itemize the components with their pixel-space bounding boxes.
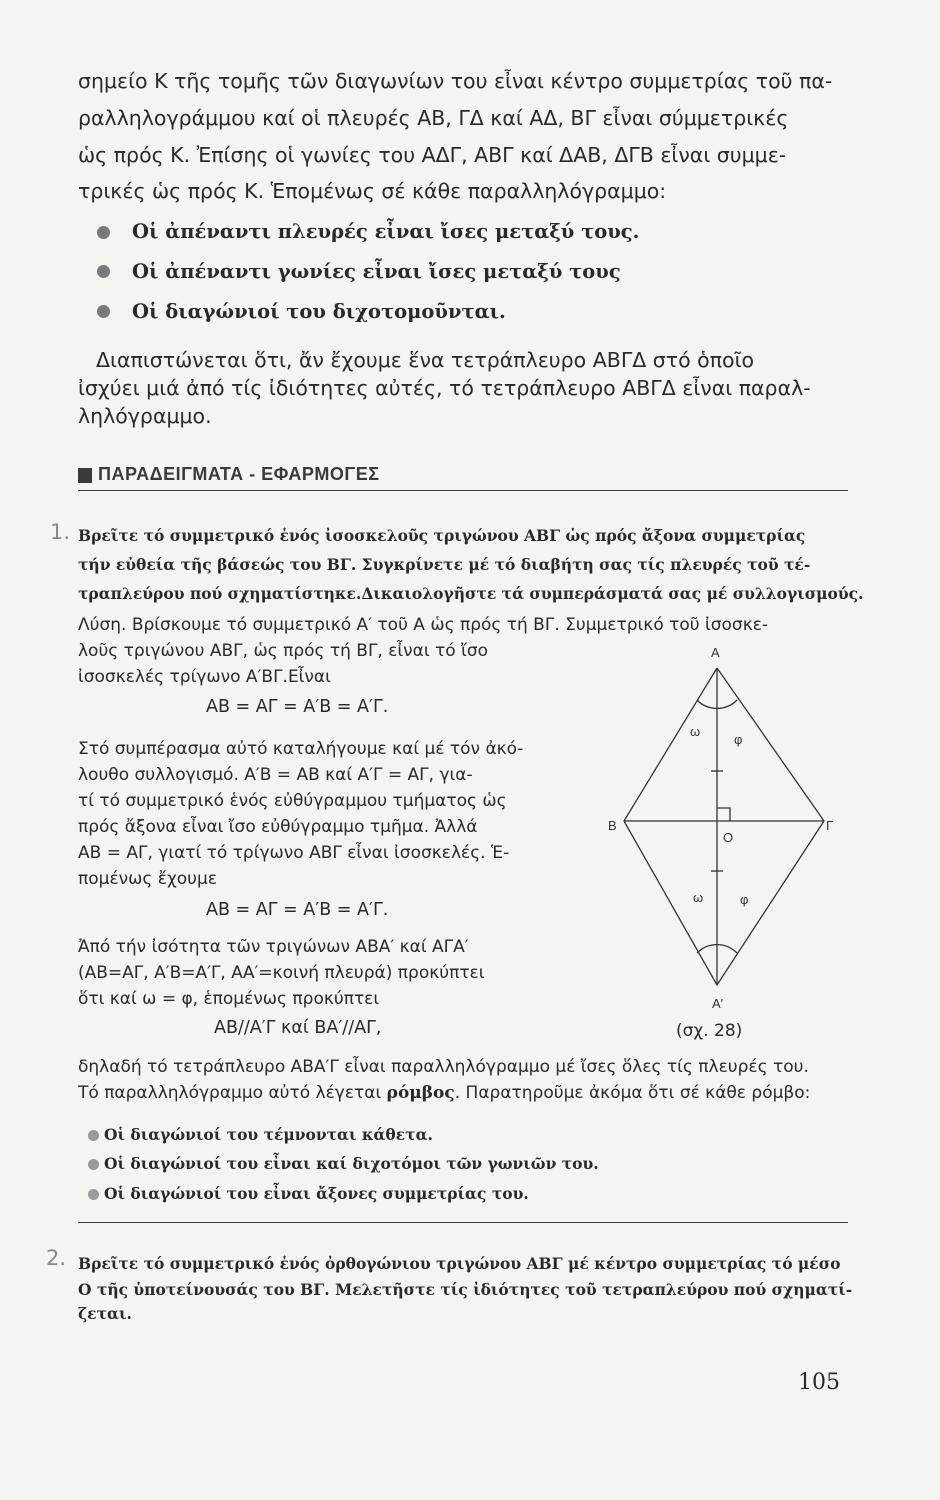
solution-line-3: ἰσοσκελές τρίγωνο Α′ΒΓ.Εἶναι: [78, 667, 331, 687]
conclusion-suffix: . Παρατηροῦμε ἀκόμα ὅτι σέ κάθε ρόμβο:: [454, 1083, 811, 1103]
label-A: Α: [711, 645, 720, 660]
reasoning-line-3: τί τό συμμετρικό ἑνός εὐθύγραμμου τμήματος ὡς: [78, 791, 507, 811]
bullet-icon: [97, 226, 110, 239]
example2-task-line-3: ζεται.: [78, 1304, 132, 1323]
label-A-prime: Α′: [712, 996, 724, 1011]
reasoning-line-2: λουθο συλλογισμό. Α′Β = ΑΒ καί Α′Γ = ΑΓ, για-: [78, 765, 473, 785]
conclusion-prefix: Τό παραλληλόγραμμο αὐτό λέγεται: [78, 1083, 387, 1103]
bullet-icon: [88, 1189, 99, 1200]
page-number: 105: [798, 1370, 840, 1395]
rhombus-outline: [624, 668, 824, 985]
rhombus-property-3: Οἱ διαγώνιοί του εἶναι ἄξονες συμμετρίας του.: [104, 1184, 529, 1203]
heading-square-icon: [78, 468, 92, 483]
solution-line-1: Λύση. Βρίσκουμε τό συμμετρικό Α′ τοῦ Α ὡς πρός τή ΒΓ. Συμμετρικό τοῦ ἰσοσκε-: [78, 615, 769, 635]
label-omega-top: ω: [690, 724, 701, 739]
reasoning-line-4: πρός ἄξονα εἶναι ἴσο εὐθύγραμμο τμῆμα. Ἀλλά: [78, 817, 478, 837]
bullet-icon: [97, 265, 110, 278]
label-phi-bottom: φ: [740, 892, 749, 907]
closing-line-2: ἰσχύει μιά ἀπό τίς ἰδιότητες αὐτές, τό τετράπλευρο ΑΒΓΔ εἶναι παραλ-: [78, 376, 811, 400]
equation-2: ΑΒ = ΑΓ = Α′Β = Α′Γ.: [206, 900, 389, 920]
example-number: 1.: [50, 520, 71, 544]
conclusion-line-1: δηλαδή τό τετράπλευρο ΑΒΑ′Γ εἶναι παραλληλόγραμμο μέ ἴσες ὅλες τίς πλευρές του.: [78, 1057, 809, 1077]
property-bullet-2: Οἱ ἀπέναντι γωνίες εἶναι ἴσες μεταξύ τους: [132, 260, 621, 283]
bullet-icon: [97, 305, 110, 318]
closing-line-3: ληλόγραμμο.: [78, 404, 212, 428]
section-rule: [78, 490, 848, 491]
figure-caption: (σχ. 28): [676, 1021, 743, 1041]
example2-task-line-2: Ο τῆς ὑποτείνουσάς του ΒΓ. Μελετῆστε τίς ἰδιότητες τοῦ τετραπλεύρου πού σχηματί-: [78, 1280, 853, 1299]
equality-line-3: ὅτι καί ω = φ, ἑπομένως προκύπτει: [78, 989, 380, 1009]
example-separator: [78, 1222, 848, 1223]
example1-task-line-3: τραπλεύρου πού σχηματίστηκε.Δικαιολογῆστε τά συμπεράσματά σας μέ συλλογισμούς.: [78, 584, 864, 603]
example-number: 2.: [46, 1246, 67, 1270]
rhombus-property-1: Οἱ διαγώνιοί του τέμνονται κάθετα.: [104, 1125, 433, 1144]
intro-line-4: τρικές ὡς πρός Κ. Ἑπομένως σέ κάθε παραλληλόγραμμο:: [78, 179, 667, 203]
solution-line-2: λοῦς τριγώνου ΑΒΓ, ὡς πρός τή ΒΓ, εἶναι τό ἴσο: [78, 641, 489, 661]
example1-task-line-1: Βρεῖτε τό συμμετρικό ἑνός ἰσοσκελοῦς τριγώνου ΑΒΓ ὡς πρός ἄξονα συμμετρίας: [78, 526, 806, 545]
intro-line-2: ραλληλογράμμου καί οἱ πλευρές ΑΒ, ΓΔ καί ΑΔ, ΒΓ εἶναι σύμμετρικές: [78, 106, 789, 130]
label-G: Γ: [826, 818, 834, 833]
section-heading-text: ΠΑΡΑΔΕΙΓΜΑΤΑ - ΕΦΑΡΜΟΓΕΣ: [98, 464, 380, 484]
intro-line-1: σημείο Κ τῆς τομῆς τῶν διαγωνίων του εἶναι κέντρο συμμετρίας τοῦ πα-: [78, 69, 833, 93]
label-O: Ο: [723, 830, 734, 845]
intro-line-3: ὡς πρός Κ. Ἐπίσης οἱ γωνίες του ΑΔΓ, ΑΒΓ καί ΔΑΒ, ΔΓΒ εἶναι συμμε-: [78, 143, 787, 167]
bullet-icon: [88, 1159, 99, 1170]
section-heading: [78, 464, 848, 490]
example1-task-line-2: τήν εὐθεία τῆς βάσεώς του ΒΓ. Συγκρίνετε μέ τό διαβήτη σας τίς πλευρές τοῦ τέ-: [78, 555, 811, 574]
bullet-icon: [88, 1130, 99, 1141]
equation-1: ΑΒ = ΑΓ = Α′Β = Α′Γ.: [206, 697, 389, 717]
equality-line-1: Ἀπό τήν ἰσότητα τῶν τριγώνων ΑΒΑ′ καί ΑΓΑ′: [78, 937, 469, 957]
closing-line-1: Διαπιστώνεται ὅτι, ἄν ἔχουμε ἕνα τετράπλευρο ΑΒΓΔ στό ὁποῖο: [96, 348, 755, 372]
right-angle-mark: [717, 808, 730, 821]
equation-3: ΑΒ//Α′Γ καί ΒΑ′//ΑΓ,: [214, 1018, 382, 1038]
property-bullet-3: Οἱ διαγώνιοί του διχοτομοῦνται.: [132, 300, 506, 323]
equality-line-2: (ΑΒ=ΑΓ, Α′Β=Α′Γ, ΑΑ′=κοινή πλευρά) προκύπτει: [78, 963, 485, 983]
label-B: Β: [608, 818, 617, 833]
conclusion-line-2: [78, 1080, 810, 1106]
label-omega-bottom: ω: [693, 890, 704, 905]
rhombus-figure: [590, 640, 840, 1040]
example2-task-line-1: Βρεῖτε τό συμμετρικό ἑνός ὀρθογώνιου τριγώνου ΑΒΓ μέ κέντρο συμμετρίας τό μέσο: [78, 1254, 841, 1273]
reasoning-line-6: πομένως ἔχουμε: [78, 869, 218, 889]
property-bullet-1: Οἱ ἀπέναντι πλευρές εἶναι ἴσες μεταξύ τους.: [132, 220, 640, 243]
term-rhombus: ρόμβος: [386, 1083, 455, 1103]
rhombus-property-2: Οἱ διαγώνιοί του εἶναι καί διχοτόμοι τῶν γωνιῶν του.: [104, 1154, 599, 1173]
reasoning-line-5: ΑΒ = ΑΓ, γιατί τό τρίγωνο ΑΒΓ εἶναι ἰσοσκελές. Ἑ-: [78, 843, 510, 863]
label-phi-top: φ: [734, 732, 743, 747]
reasoning-line-1: Στό συμπέρασμα αὐτό καταλήγουμε καί μέ τόν ἀκό-: [78, 739, 524, 759]
